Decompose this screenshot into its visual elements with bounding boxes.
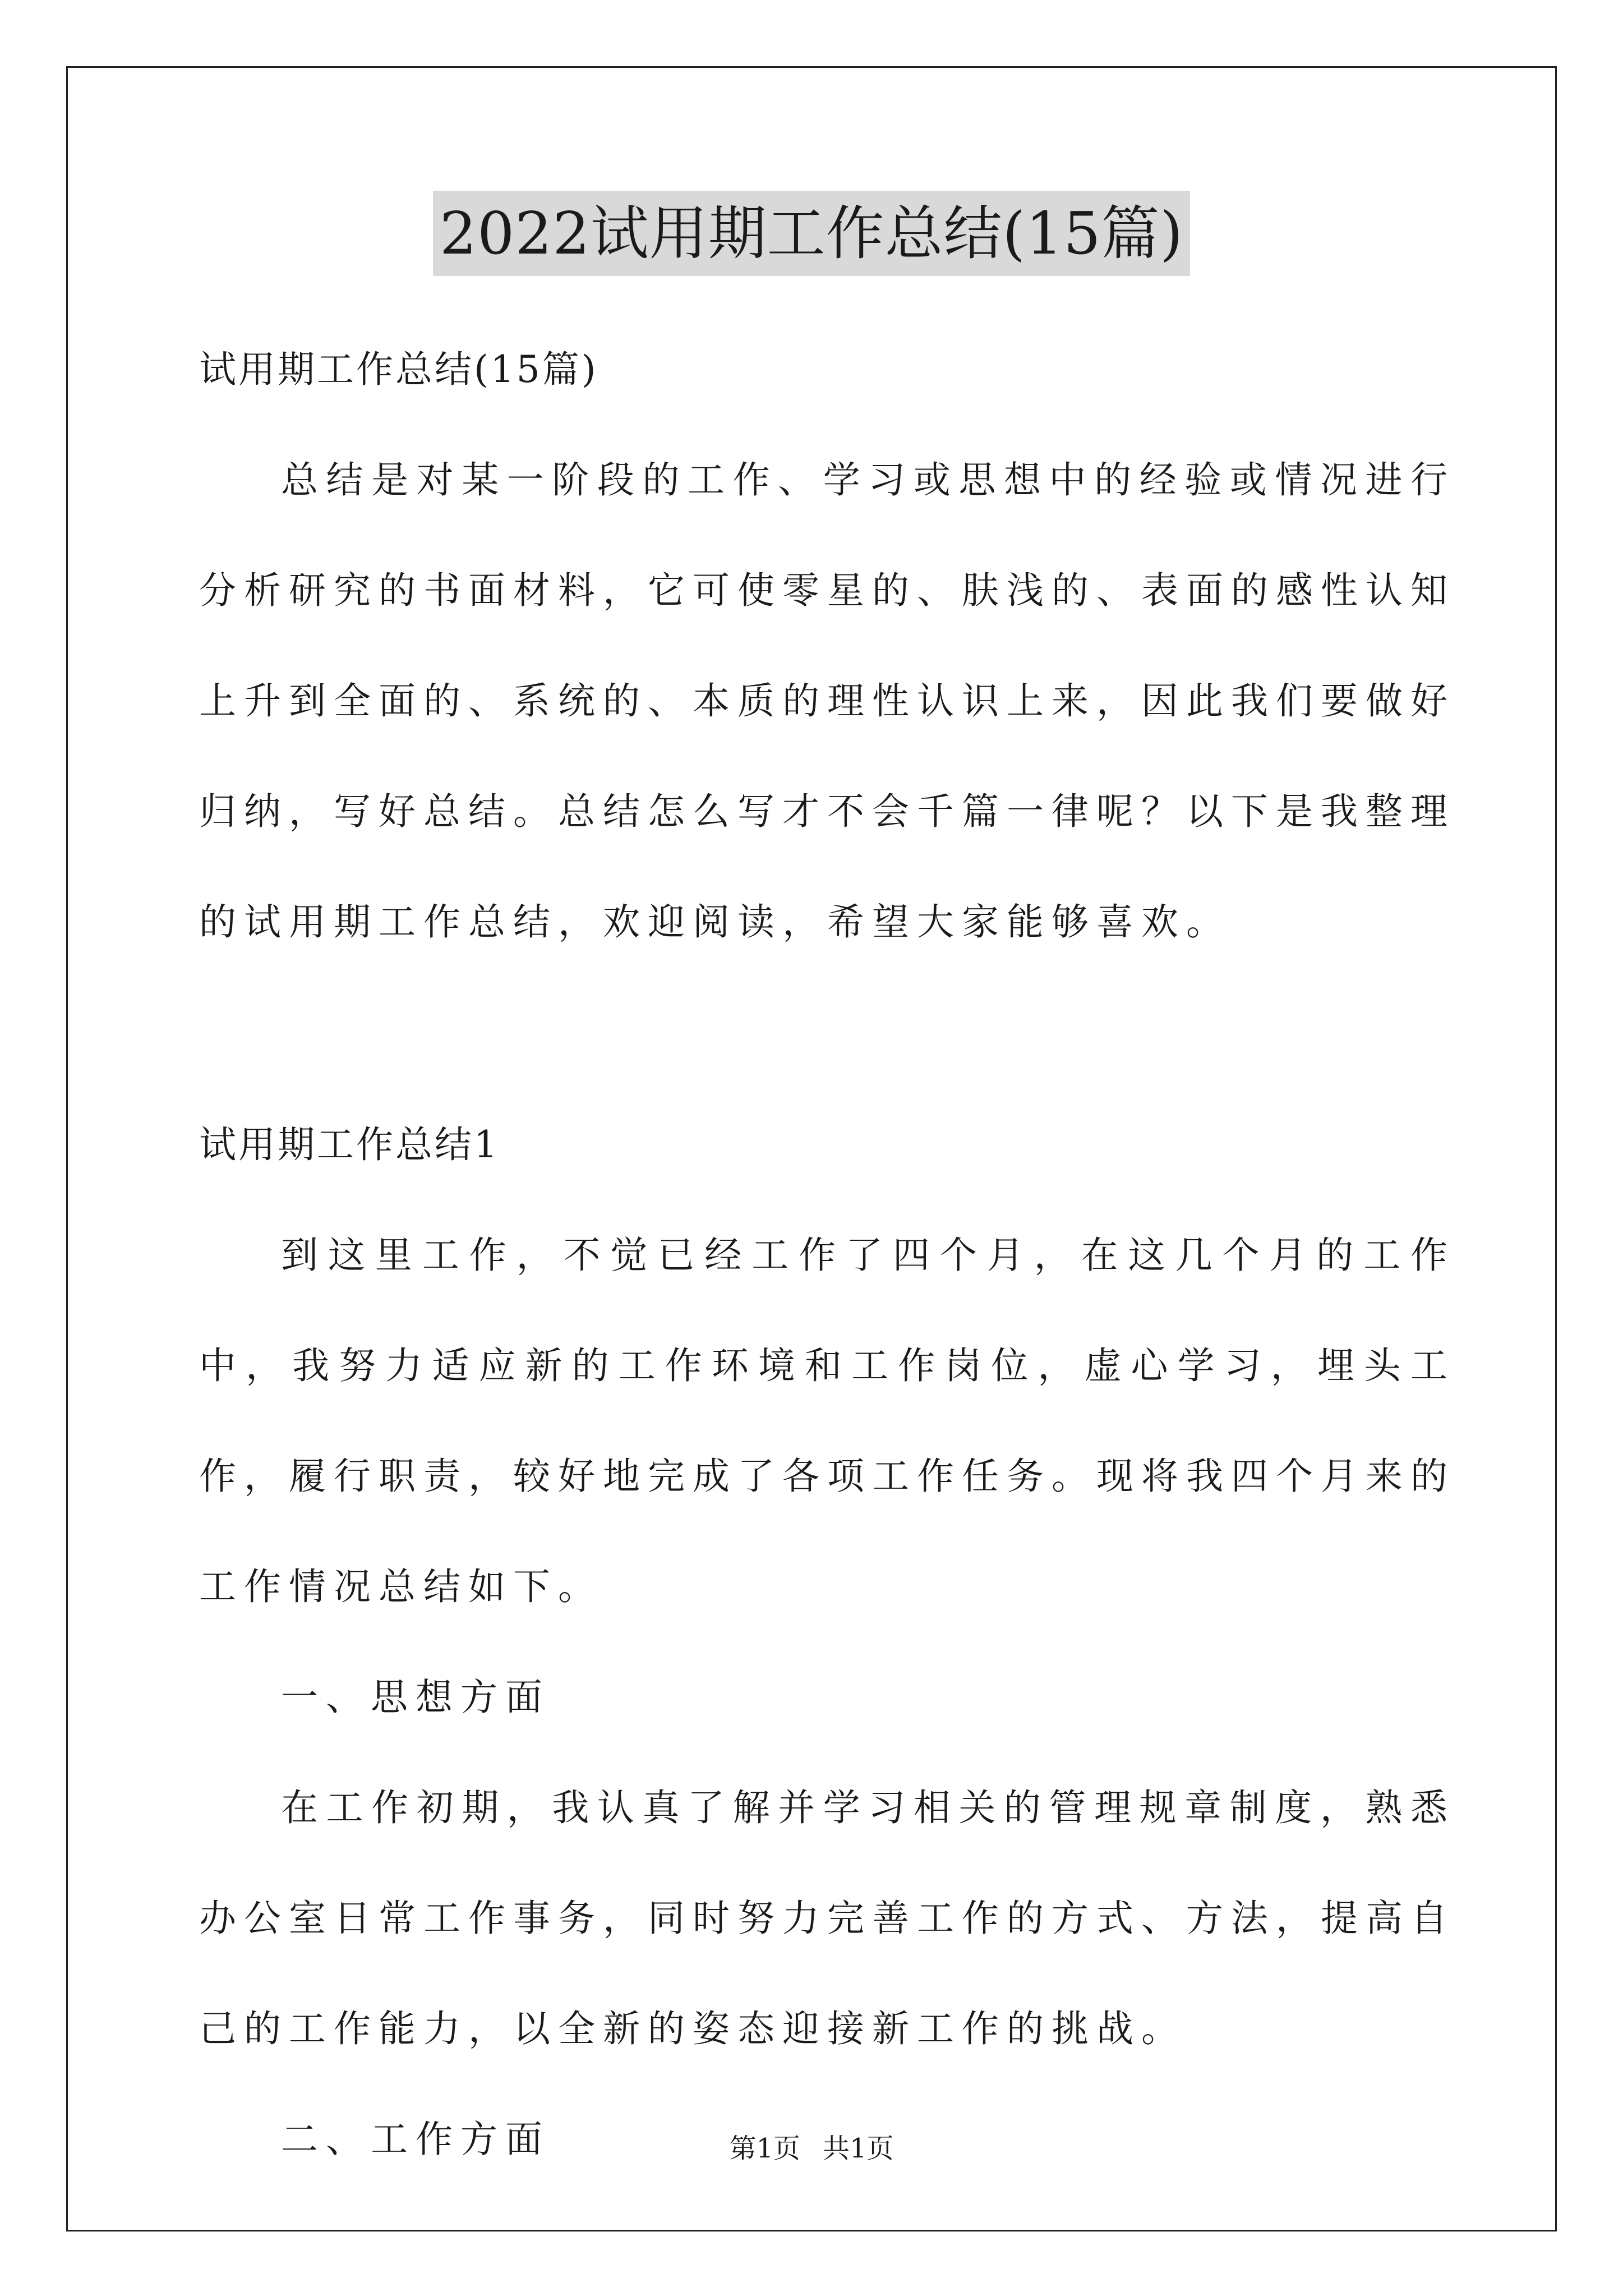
page-number: 第1页: [729, 2133, 800, 2164]
subsection-heading: 一、思想方面: [281, 1676, 550, 1719]
section-heading: 试用期工作总结1: [199, 1123, 500, 1166]
title-container: [0, 191, 1623, 276]
document-title: 2022试用期工作总结(15篇): [433, 191, 1190, 276]
body-paragraph: 到这里工作，不觉已经工作了四个月，在这几个月的工作中，我努力适应新的工作环境和工作岗位，虚心学习，埋头工作，履行职责，较好地完成了各项工作任务。现将我四个月来的工作情况总结如下。: [199, 1234, 1455, 1608]
page-footer: [0, 2132, 1623, 2165]
document-body: [199, 314, 1455, 2194]
intro-paragraph: 总结是对某一阶段的工作、学习或思想中的经验或情况进行分析研究的书面材料，它可使零星的、肤浅的、表面的感性认知上升到全面的、系统的、本质的理性认识上来，因此我们要做好归纳，写好总结。总结怎么写才不会千篇一律呢？以下是我整理的试用期工作总结，欢迎阅读，希望大家能够喜欢。: [199, 458, 1455, 944]
body-paragraph: 在工作初期，我认真了解并学习相关的管理规章制度，熟悉办公室日常工作事务，同时努力完善工作的方式、方法，提高自己的工作能力，以全新的姿态迎接新工作的挑战。: [199, 1786, 1455, 2050]
section-spacer: [199, 977, 1455, 1089]
page-total: 共1页: [823, 2133, 894, 2164]
subsection-heading: 二、工作方面: [281, 2118, 550, 2161]
subtitle: 试用期工作总结(15篇): [199, 348, 598, 391]
